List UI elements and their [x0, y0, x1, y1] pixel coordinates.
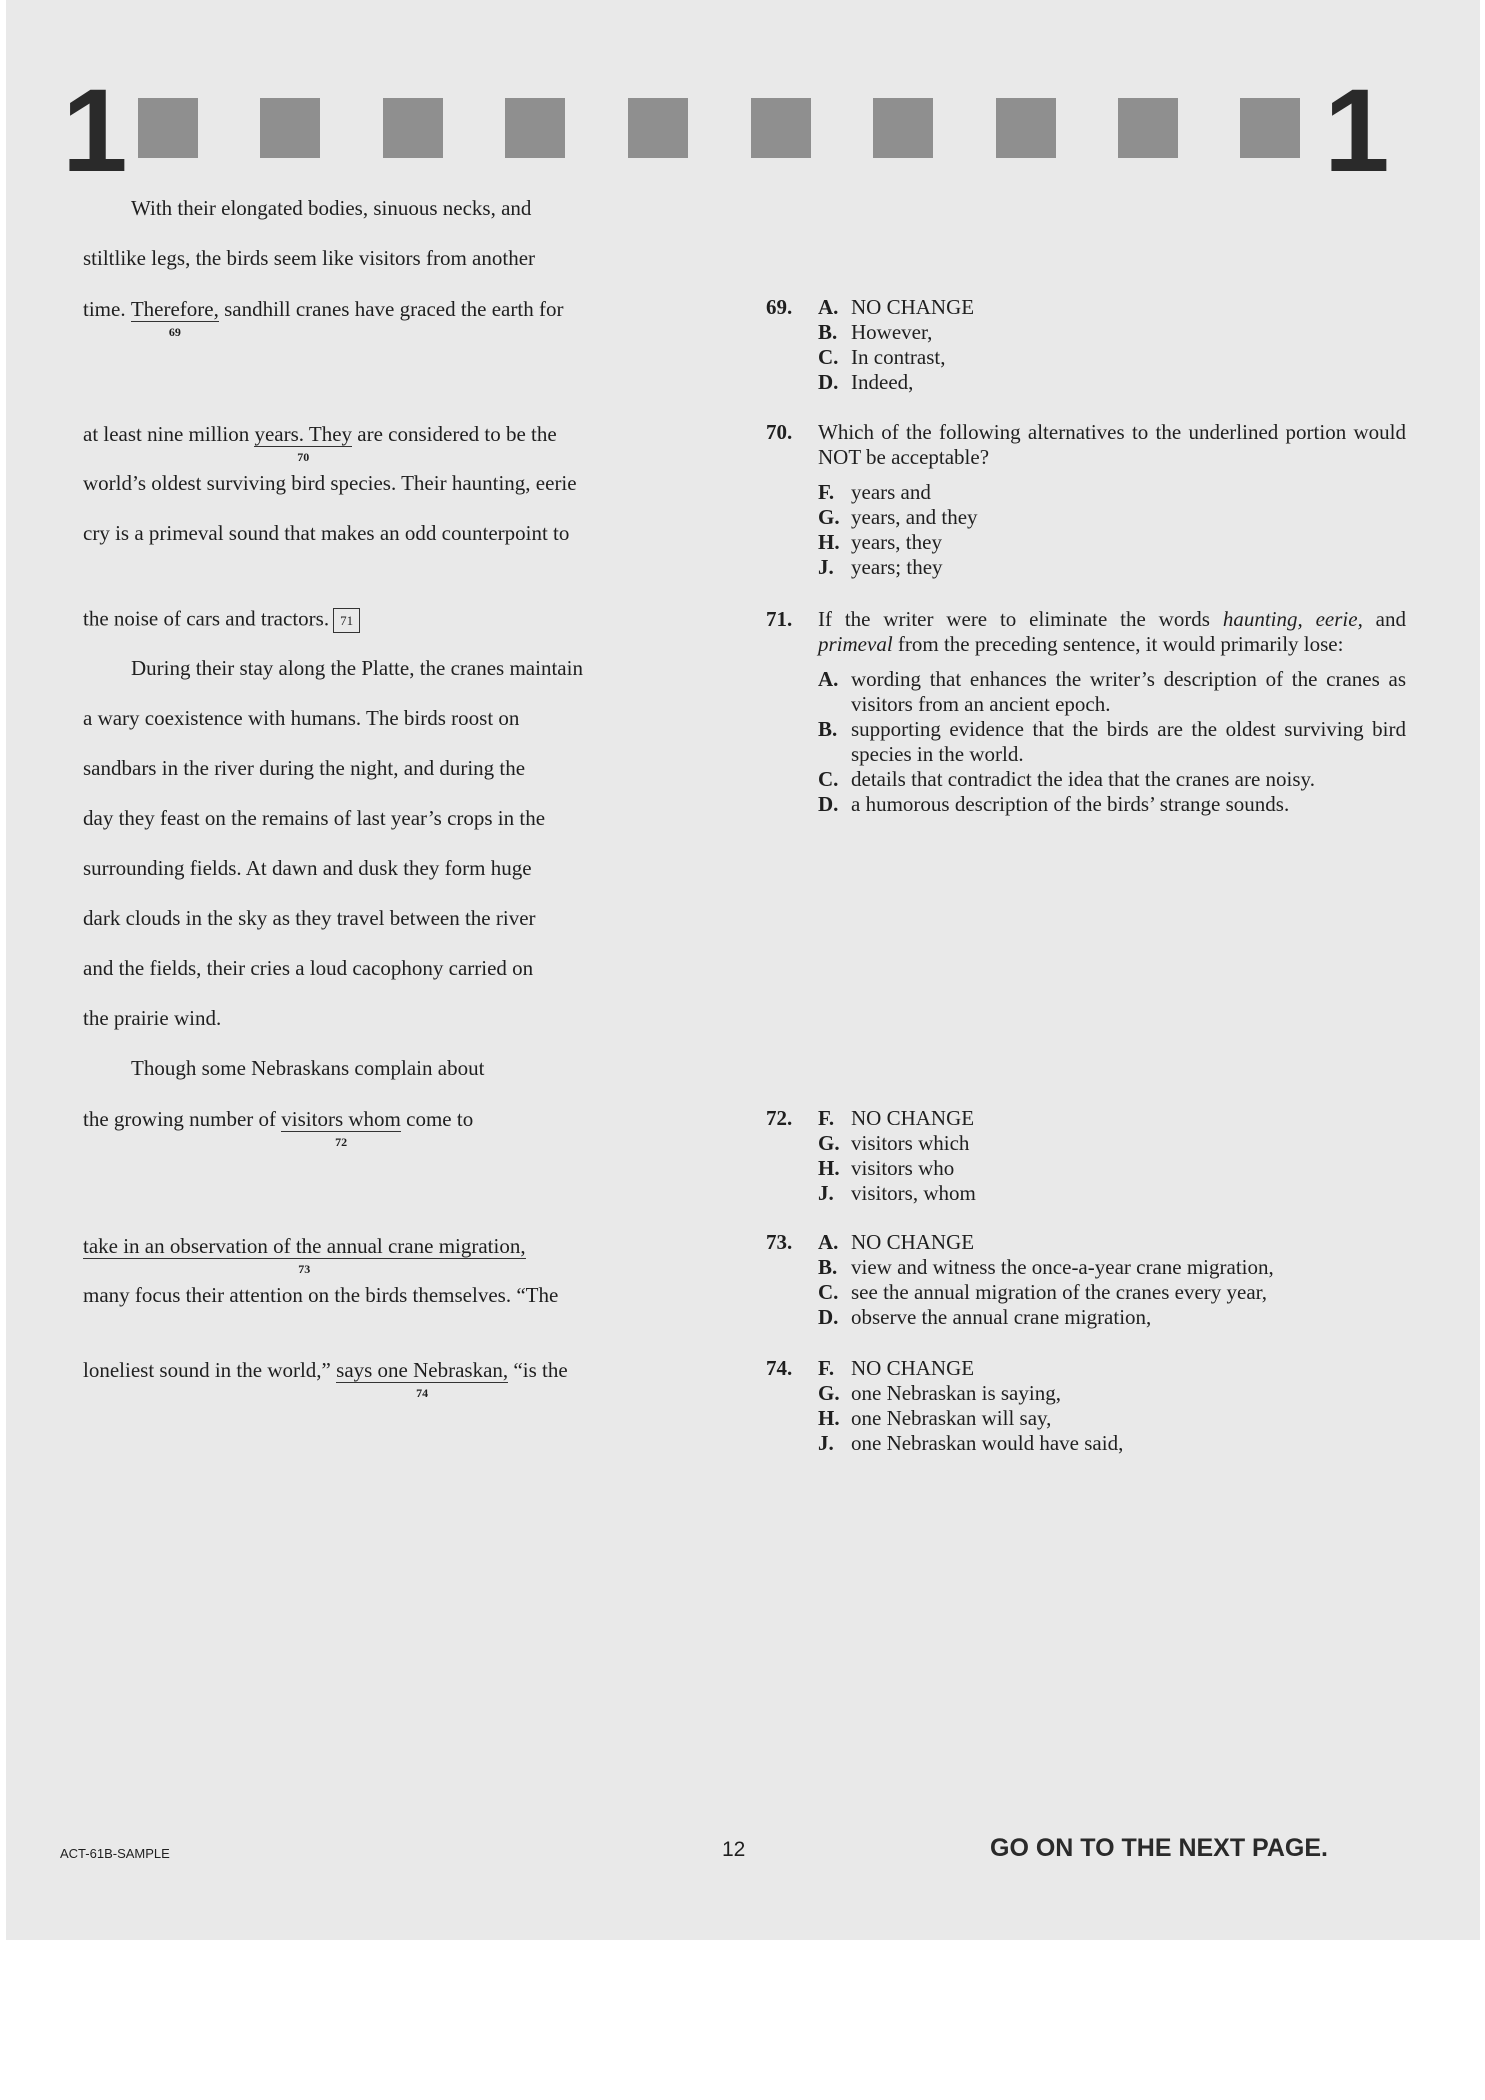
passage-text-segment: world’s oldest surviving bird species. Their haunting, eerie [83, 471, 577, 495]
option-text: one Nebraskan is saying, [851, 1381, 1061, 1405]
answer-option[interactable] [766, 295, 1406, 320]
question-stem-text [818, 607, 1406, 656]
section-number-left: 1 [62, 65, 128, 197]
answer-option[interactable] [766, 370, 1406, 395]
underlined-text: Therefore, [130, 297, 219, 321]
option-letter: C. [818, 345, 839, 369]
option-letter: F. [818, 480, 835, 504]
option-letter: D. [818, 370, 839, 394]
option-text: years and [851, 480, 931, 504]
passage-line [83, 1285, 558, 1306]
question-number: 73. [766, 1230, 793, 1254]
option-text: years; they [851, 555, 943, 579]
answer-option[interactable] [766, 1181, 1406, 1206]
option-letter: F. [818, 1106, 835, 1130]
passage-line [83, 708, 519, 729]
stem-segment: If the writer were to eliminate the words [818, 607, 1223, 631]
header-square [751, 98, 811, 158]
question-stem-text: Which of the following alternatives to the underlined portion would NOT be acceptable? [818, 420, 1406, 469]
section-number-right: 1 [1324, 65, 1390, 197]
italic-term: primeval [818, 632, 893, 656]
option-letter: B. [818, 1255, 838, 1279]
header-square [383, 98, 443, 158]
option-text: a humorous description of the birds’ strange sounds. [851, 792, 1290, 816]
header-square [628, 98, 688, 158]
passage-text-segment: surrounding fields. At dawn and dusk they form huge [83, 856, 532, 880]
page-sheet [6, 0, 1480, 1940]
answer-option[interactable] [766, 667, 1406, 717]
answer-option[interactable] [766, 1305, 1406, 1330]
passage-text-segment: at least nine million [83, 422, 255, 446]
header-square [1240, 98, 1300, 158]
passage-text-segment: sandbars in the river during the night, and during the [83, 756, 526, 780]
underlined-portion [130, 297, 219, 339]
passage-text-segment: the growing number of [83, 1107, 282, 1131]
form-code: ACT-61B-SAMPLE [60, 1846, 170, 1861]
option-letter: D. [818, 792, 839, 816]
option-letter: C. [818, 1280, 839, 1304]
answer-option[interactable] [766, 530, 1406, 555]
underlined-text: visitors whom [281, 1107, 401, 1131]
underlined-text: years. They [254, 422, 353, 446]
question-number: 72. [766, 1106, 793, 1130]
answer-option[interactable] [766, 717, 1406, 767]
underlined-portion [336, 1358, 509, 1400]
question-number: 74. [766, 1356, 793, 1380]
option-letter: B. [818, 320, 838, 344]
question-reference-number: 74 [416, 1386, 429, 1400]
passage-line [83, 958, 533, 979]
italic-term: haunting, eerie, [1222, 607, 1363, 631]
question-stem [766, 420, 1406, 470]
passage-line [83, 908, 536, 929]
header-square [260, 98, 320, 158]
question-number: 71. [766, 607, 793, 631]
option-text: NO CHANGE [851, 1230, 975, 1254]
passage-line [83, 758, 525, 779]
answer-option[interactable] [766, 320, 1406, 345]
answer-option[interactable] [766, 1356, 1406, 1381]
header-square [505, 98, 565, 158]
question-reference-number: 70 [297, 450, 310, 464]
answer-option[interactable] [766, 792, 1406, 817]
option-letter: J. [818, 1181, 834, 1205]
option-letter: D. [818, 1305, 839, 1329]
passage-line [83, 1234, 526, 1276]
passage-line [131, 1058, 484, 1079]
option-letter: H. [818, 530, 840, 554]
boxed-question-number: 71 [333, 608, 360, 633]
option-letter: C. [818, 767, 839, 791]
option-text: However, [851, 320, 933, 344]
answer-option[interactable] [766, 1131, 1406, 1156]
passage-text-segment: With their elongated bodies, sinuous necks, and [131, 196, 532, 220]
header-square [1118, 98, 1178, 158]
option-text: Indeed, [851, 370, 914, 394]
answer-option[interactable] [766, 1230, 1406, 1255]
option-text: see the annual migration of the cranes every year, [851, 1280, 1268, 1304]
option-text: years, and they [851, 505, 978, 529]
passage-line [83, 523, 569, 544]
answer-option[interactable] [766, 1106, 1406, 1131]
passage-line [83, 1008, 221, 1029]
question-74 [766, 1356, 1406, 1456]
passage-text-segment: the noise of cars and tractors. [83, 606, 330, 631]
option-text: details that contradict the idea that the cranes are noisy. [851, 767, 1315, 791]
passage-line [83, 1107, 474, 1149]
underlined-text: says one Nebraskan, [336, 1358, 509, 1382]
question-reference-number: 73 [298, 1262, 311, 1276]
option-text: NO CHANGE [851, 1356, 975, 1380]
passage-text-segment: a wary coexistence with humans. The birds roost on [83, 706, 520, 730]
option-text: wording that enhances the writer’s description of the cranes as visitors from an ancient epoch. [851, 667, 1406, 716]
passage-text-segment: day they feast on the remains of last year’s crops in the [83, 806, 546, 830]
question-stem [766, 607, 1406, 657]
answer-option[interactable] [766, 1156, 1406, 1181]
stem-segment: and [1362, 607, 1406, 631]
underlined-portion [83, 1234, 526, 1276]
passage-line [83, 608, 360, 633]
passage-text-segment: loneliest sound in the world,” [83, 1358, 337, 1382]
underlined-text: take in an observation of the annual crane migration, [83, 1234, 526, 1258]
page-number: 12 [722, 1838, 746, 1861]
next-page-notice: GO ON TO THE NEXT PAGE. [990, 1834, 1329, 1862]
answer-option[interactable] [766, 1431, 1406, 1456]
passage-text-segment: stiltlike legs, the birds seem like visitors from another [83, 246, 536, 270]
option-text: NO CHANGE [851, 1106, 975, 1130]
option-text: one Nebraskan would have said, [851, 1431, 1124, 1455]
passage-text-segment: come to [400, 1107, 474, 1131]
passage-line [131, 198, 531, 219]
option-text: observe the annual crane migration, [851, 1305, 1152, 1329]
answer-option[interactable] [766, 1255, 1406, 1280]
passage-line [83, 808, 545, 829]
option-text: view and witness the once-a-year crane migration, [851, 1255, 1274, 1279]
option-text: In contrast, [851, 345, 946, 369]
answer-option[interactable] [766, 1280, 1406, 1305]
passage-text-segment: Though some Nebraskans complain about [131, 1056, 485, 1080]
passage-line [83, 1358, 568, 1400]
option-text: visitors, whom [851, 1181, 976, 1205]
answer-option[interactable] [766, 767, 1406, 792]
stem-segment: from the preceding sentence, it would primarily lose: [892, 632, 1344, 656]
option-text: years, they [851, 530, 942, 554]
passage-line [83, 422, 557, 464]
passage-line [83, 297, 564, 339]
passage-line [131, 658, 583, 679]
passage-text-segment: the prairie wind. [83, 1006, 222, 1030]
passage-line [83, 248, 535, 269]
passage-text-segment: many focus their attention on the birds themselves. “The [83, 1283, 559, 1307]
option-letter: B. [818, 717, 838, 741]
header-square [873, 98, 933, 158]
question-72 [766, 1106, 1406, 1206]
option-letter: H. [818, 1406, 840, 1430]
answer-option[interactable] [766, 555, 1406, 580]
passage-text-segment: dark clouds in the sky as they travel between the river [83, 906, 536, 930]
question-reference-number: 69 [168, 325, 181, 339]
answer-option[interactable] [766, 505, 1406, 530]
option-text: NO CHANGE [851, 295, 975, 319]
passage-line [83, 858, 532, 879]
question-69 [766, 295, 1406, 395]
header-square [138, 98, 198, 158]
option-letter: J. [818, 1431, 834, 1455]
option-letter: H. [818, 1156, 840, 1180]
question-71 [766, 607, 1406, 817]
question-number: 69. [766, 295, 793, 319]
question-70 [766, 420, 1406, 580]
passage-line [83, 473, 577, 494]
header-square [996, 98, 1056, 158]
answer-option[interactable] [766, 1381, 1406, 1406]
question-73 [766, 1230, 1406, 1330]
passage-text-segment: “is the [508, 1358, 568, 1382]
passage-text-segment: cry is a primeval sound that makes an odd counterpoint to [83, 521, 570, 545]
passage-text-segment: During their stay along the Platte, the cranes maintain [131, 656, 583, 680]
question-reference-number: 72 [335, 1135, 348, 1149]
option-text: one Nebraskan will say, [851, 1406, 1052, 1430]
option-text: visitors who [851, 1156, 955, 1180]
option-letter: A. [818, 667, 839, 691]
question-number: 70. [766, 420, 793, 444]
passage-text-segment: time. [83, 297, 131, 321]
option-letter: G. [818, 505, 840, 529]
passage-text-segment: sandhill cranes have graced the earth for [218, 297, 564, 321]
answer-option[interactable] [766, 1406, 1406, 1431]
underlined-portion [281, 1107, 401, 1149]
option-letter: G. [818, 1381, 840, 1405]
option-letter: G. [818, 1131, 840, 1155]
option-letter: A. [818, 1230, 839, 1254]
option-letter: J. [818, 555, 834, 579]
option-letter: F. [818, 1356, 835, 1380]
underlined-portion [254, 422, 353, 464]
option-text: visitors which [851, 1131, 970, 1155]
answer-option[interactable] [766, 480, 1406, 505]
option-letter: A. [818, 295, 839, 319]
option-text: supporting evidence that the birds are the oldest surviving bird species in the world. [851, 717, 1406, 766]
answer-option[interactable] [766, 345, 1406, 370]
passage-text-segment: and the fields, their cries a loud cacophony carried on [83, 956, 534, 980]
passage-text-segment: are considered to be the [352, 422, 557, 446]
